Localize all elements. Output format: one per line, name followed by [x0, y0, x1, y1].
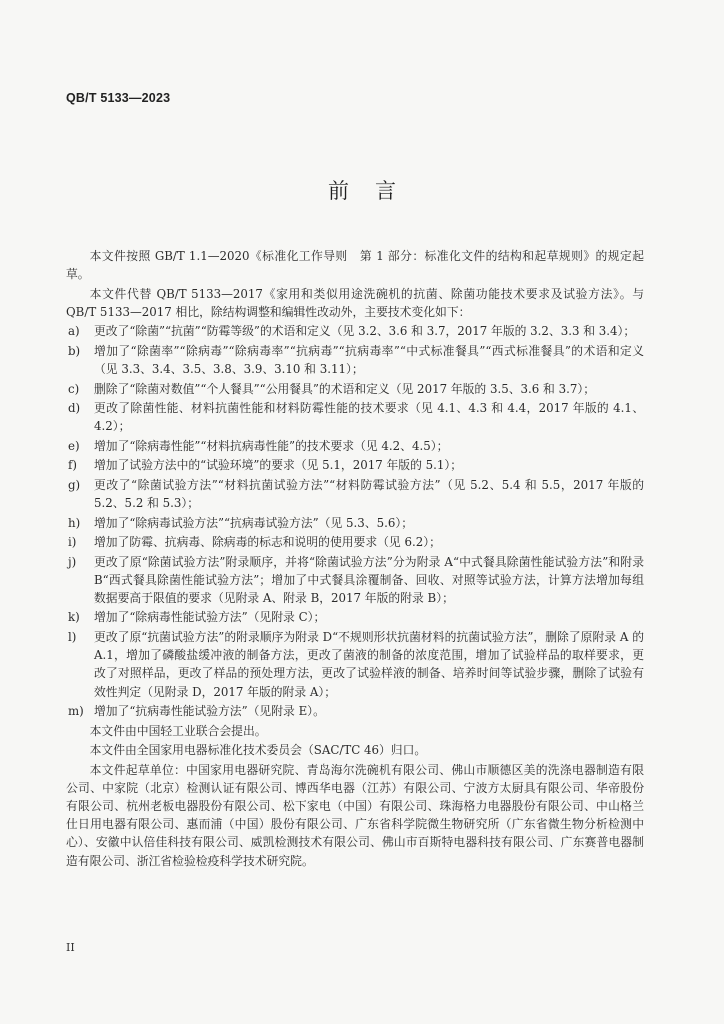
change-item-text: 更改了除菌性能、材料抗菌性能和材料防霉性能的技术要求（见 4.1、4.3 和 4.4，2017 年版的 4.1、4.2）；: [94, 401, 644, 434]
change-item: [66, 342, 644, 378]
paragraph-proposer: 本文件由中国轻工业联合会提出。: [89, 723, 267, 738]
change-item: [66, 476, 644, 512]
change-item: [66, 702, 644, 720]
change-item: [66, 533, 644, 551]
change-item: [66, 628, 644, 701]
change-item: [66, 514, 644, 532]
standard-code: QB/T 5133—2023: [66, 91, 171, 105]
change-item: [66, 456, 644, 474]
change-item: [66, 380, 644, 398]
change-item-text: 增加了试验方法中的“试验环境”的要求（见 5.1，2017 年版的 5.1）；: [94, 458, 463, 473]
page-title: 前言: [328, 179, 422, 203]
change-item-text: 增加了“除病毒试验方法”“抗病毒试验方法”（见 5.3、5.6）；: [94, 515, 414, 530]
change-item: [66, 322, 644, 340]
page-number: II: [66, 941, 75, 954]
change-item-label: j): [68, 554, 77, 569]
change-item-label: l): [68, 629, 77, 644]
change-item-label: i): [68, 535, 77, 550]
change-item-label: e): [68, 438, 80, 453]
change-item-label: f): [68, 458, 77, 473]
change-item: [66, 553, 644, 608]
change-item-text: 增加了“除菌率”“除病毒”“除病毒率”“抗病毒”“抗病毒率”“中式标准餐具”“西式标准餐具”的术语和定义（见 3.3、3.4、3.5、3.8、3.9、3.10 和 3.11）；: [94, 343, 644, 377]
change-item: [66, 437, 644, 455]
change-item-text: 更改了原“除菌试验方法”附录顺序，并将“除菌试验方法”分为附录 A“中式餐具除菌性能试验方法”和附录 B“西式餐具除菌性能试验方法”；增加了中式餐具涂覆制备、回收、对照等试验方法，计算方法增加每组数据要高于限值的要求（见附录 A、附录 B，2017 年版的附录 B）；: [94, 554, 644, 605]
paragraph-drafters: 本文件起草单位：中国家用电器研究院、青岛海尔洗碗机有限公司、佛山市顺德区美的洗涤电器制造有限公司、中家院（北京）检测认证有限公司、博西华电器（江苏）有限公司、宁波方太厨具有限公司、华帝股份有限公司、杭州老板电器股份有限公司、松下家电（中国）有限公司、珠海格力电器股份有限公司、中山格兰仕日用电器有限公司、惠而浦（中国）股份有限公司、广东省科学院微生物研究所（广东省微生物分析检测中心）、安徽中认倍佳科技有限公司、威凯检测技术有限公司、佛山市百斯特电器科技有限公司、广东赛普电器制造有限公司、浙江省检验检疫科学技术研究院。: [66, 762, 644, 868]
change-item-text: 更改了“除菌试验方法”“材料抗菌试验方法”“材料防霉试验方法”（见 5.2、5.4 和 5.5，2017 年版的 5.2、5.2 和 5.3）；: [94, 477, 644, 511]
change-item-label: g): [68, 477, 81, 492]
change-item-label: k): [68, 610, 80, 625]
change-item-text: 增加了防霉、抗病毒、除病毒的标志和说明的使用要求（见 6.2）；: [94, 535, 441, 550]
paragraph-replacement: 本文件代替 QB/T 5133—2017《家用和类似用途洗碗机的抗菌、除菌功能技术要求及试验方法》。与 QB/T 5133—2017 相比，除结构调整和编辑性改动外，主要技术变化如下：: [66, 286, 644, 319]
change-item-text: 增加了“除病毒性能”“材料抗病毒性能”的技术要求（见 4.2、4.5）；: [94, 438, 449, 453]
change-item-label: m): [68, 704, 84, 719]
change-item: [66, 608, 644, 626]
change-item-label: d): [68, 401, 81, 416]
change-item-label: h): [68, 515, 81, 530]
change-item-text: 更改了“除菌”“抗菌”“防霉等级”的术语和定义（见 3.2、3.6 和 3.7，2017 年版的 3.2、3.3 和 3.4）；: [94, 324, 636, 339]
change-item-label: b): [68, 343, 81, 358]
change-item-text: 更改了原“抗菌试验方法”的附录顺序为附录 D“不规则形状抗菌材料的抗菌试验方法”，删除了原附录 A 的 A.1，增加了磷酸盐缓冲液的制备方法，更改了菌液的制备的浓度范围，增加了试验样品的取样要求，更改了对照样品，更改了样品的预处理方法，更改了试验样液的制备、培养时间等试验步骤，删除了试验有效性判定（见附录 D，2017 年版的附录 A）；: [94, 629, 644, 699]
paragraph-drafting-rules: 本文件按照 GB/T 1.1—2020《标准化工作导则 第 1 部分：标准化文件的结构和起草规则》的规定起草。: [66, 249, 644, 282]
change-item-label: a): [68, 324, 80, 339]
change-item: [66, 399, 644, 435]
change-item-text: 删除了“除菌对数值”“个人餐具”“公用餐具”的术语和定义（见 2017 年版的 3.5、3.6 和 3.7）；: [94, 381, 596, 396]
paragraph-committee: 本文件由全国家用电器标准化技术委员会（SAC/TC 46）归口。: [89, 743, 427, 758]
change-item-text: 增加了“除病毒性能试验方法”（见附录 C）；: [94, 610, 326, 625]
foreword-body: [66, 247, 644, 871]
change-item-label: c): [68, 381, 80, 396]
change-item-text: 增加了“抗病毒性能试验方法”（见附录 E）。: [94, 704, 325, 719]
